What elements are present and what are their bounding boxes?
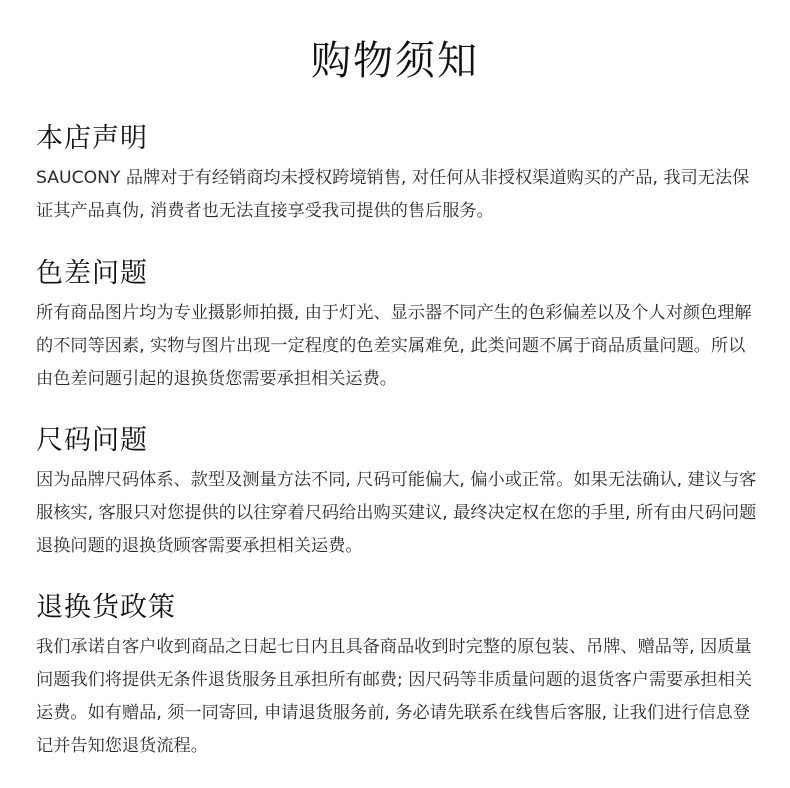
section-store-statement — [36, 122, 760, 228]
section-heading: 退换货政策 — [36, 592, 176, 623]
section-return-policy — [36, 591, 760, 763]
section-body: 所有商品图片均为专业摄影师拍摄, 由于灯光、显示器不同产生的色彩偏差以及个人对颜色理解的不同等因素, 实物与图片出现一定程度的色差实属难免, 此类问题不属于商品质量问题。所以由色差问题引起的退换货您需要承担相关运费。 — [36, 303, 752, 389]
page-title: 购物须知 — [311, 38, 479, 84]
section-body: SAUCONY 品牌对于有经销商均未授权跨境销售, 对任何从非授权渠道购买的产品, 我司无法保证其产品真伪, 消费者也无法直接享受我司提供的售后服务。 — [36, 168, 750, 221]
section-heading: 色差问题 — [36, 258, 148, 289]
section-size-issue — [36, 424, 760, 563]
section-heading: 尺码问题 — [36, 425, 148, 456]
section-body: 因为品牌尺码体系、款型及测量方法不同, 尺码可能偏大, 偏小或正常。如果无法确认, 建议与客服核实, 客服只对您提供的以往穿着尺码给出购买建议, 最终决定权在您的手里, 所有由尺码问题退换问题的退换货顾客需要承担相关运费。 — [36, 470, 757, 556]
section-heading: 本店声明 — [36, 123, 148, 154]
section-color-difference — [36, 257, 760, 396]
section-body: 我们承诺自客户收到商品之日起七日内且具备商品收到时完整的原包装、吊牌、赠品等, 因质量问题我们将提供无条件退货服务且承担所有邮费; 因尺码等非质量问题的退货客户需要承担相关运费。如有赠品, 须一同寄回, 申请退货服务前, 务必请先联系在线售后客服, 让我们进行信息登记并告知您退货流程。 — [36, 637, 752, 756]
